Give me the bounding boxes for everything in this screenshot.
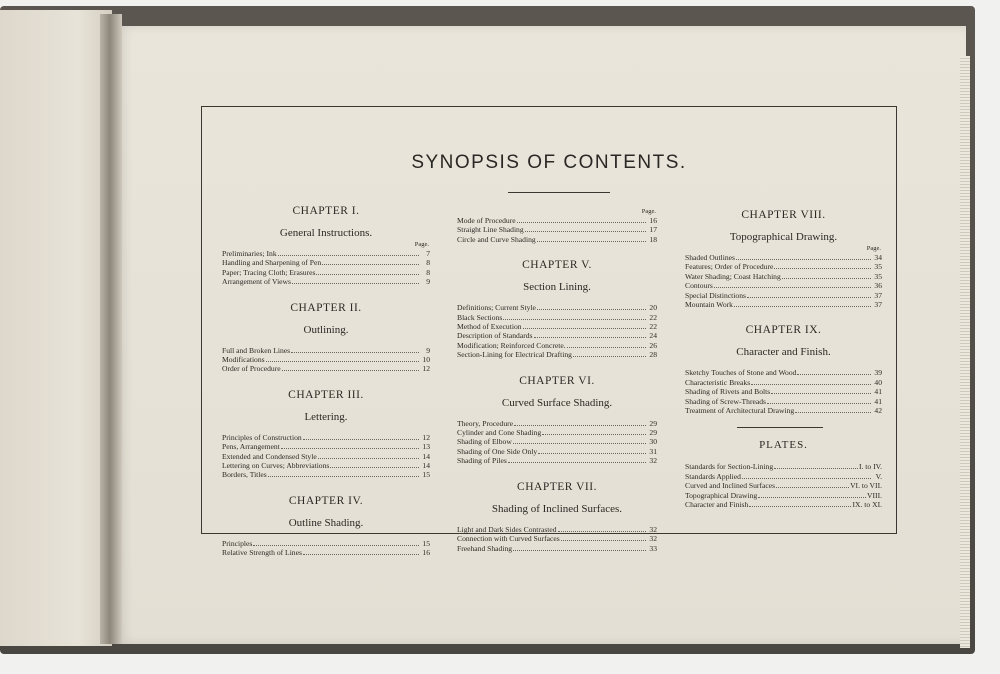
entry-title: Circle and Curve Shading [457,234,536,244]
dot-leader [253,539,419,546]
entry-page-number: 35 [874,271,882,281]
entry-title: Lettering on Curves; Abbreviations [222,461,330,471]
entry-title: Preliminaries; Ink [222,249,277,258]
page-column-label: Page. [866,245,881,252]
chapter-subtitle: Outline Shading. [288,516,364,529]
chapter-heading: CHAPTER IX. [745,324,822,337]
entry-page-number: I. to IV. [858,462,882,472]
entry-page-number: 8 [426,267,430,277]
dot-leader [795,406,871,413]
entry-page-number: VIII. [867,490,882,500]
contents-entry [685,387,882,396]
dot-leader [538,447,646,454]
entry-title: Pens, Arrangement [222,442,280,452]
entry-title: Shading of Rivets and Bolts [685,387,771,397]
contents-entry [685,397,882,406]
chapter-3-section [222,388,430,480]
dot-leader [534,331,647,338]
book-gutter [100,14,122,644]
entry-title: Description of Standards [457,331,533,341]
contents-entry [457,525,657,534]
entry-title: Standards for Section-Lining [685,462,774,472]
plates-section [685,438,882,509]
page-column-label: Page. [414,241,429,248]
chapter-4-section [222,494,430,558]
entry-page-number: 22 [649,312,657,322]
contents-entry [222,346,430,355]
dot-leader [513,437,646,444]
dot-leader [278,249,419,256]
chapter-2-section [222,301,430,374]
entry-page-number: 32 [649,524,657,534]
contents-entry [222,364,430,373]
contents-entry [685,481,882,490]
contents-entry [222,539,430,548]
chapter-6-section [457,374,657,466]
contents-entry [457,534,657,543]
chapter-heading: CHAPTER VI. [519,374,595,387]
dot-leader [517,216,646,223]
chapter-subtitle: Outlining. [303,323,349,336]
dot-leader [751,378,871,385]
chapter-8-section [685,208,882,309]
entry-title: Shaded Outlines [685,253,735,262]
dot-leader [742,472,871,479]
dot-leader [282,364,419,371]
contents-entry [457,419,657,428]
contents-entry [685,253,882,262]
contents-entry [222,470,430,479]
dot-leader [525,225,646,232]
contents-entry [685,281,882,290]
chapter-heading: CHAPTER I. [292,205,360,217]
dot-leader [537,235,646,242]
entry-page-number: 41 [874,396,882,406]
chapter-heading: CHAPTER VIII. [741,209,826,221]
contents-entry [222,268,430,277]
chapter-9-section [685,323,882,415]
entry-page-number: 36 [874,281,882,291]
dot-leader [542,428,646,435]
contents-entry [685,300,882,309]
entry-page-number: 12 [422,364,430,374]
contents-entry [222,442,430,451]
dot-leader [330,461,419,468]
contents-entry [457,437,657,446]
contents-entry [685,462,882,471]
page-column-label: Page. [641,208,656,215]
entry-title: Shading of Screw-Threads [685,396,766,406]
entry-page-number: 42 [874,406,882,416]
contents-entry [457,216,657,225]
entry-page-number: 9 [426,345,430,355]
contents-entry [222,452,430,461]
contents-entry [457,544,657,553]
contents-entry [685,368,882,377]
page-edge [960,56,970,648]
entry-page-number: 32 [649,534,657,544]
chapter-subtitle: Lettering. [304,410,348,423]
entry-page-number: 22 [649,322,657,332]
plates-rule [737,427,823,428]
chapter-heading: CHAPTER VII. [517,480,597,493]
dot-leader [292,277,419,284]
dot-leader [503,313,646,320]
entry-title: Full and Broken Lines [222,345,291,355]
entry-title: Standards Applied [685,471,741,481]
entry-title: Relative Strength of Lines [222,548,302,558]
entry-page-number: 30 [649,437,657,447]
entry-page-number: 37 [874,300,882,310]
contents-column-2 [457,208,657,553]
entry-title: Straight Line Shading [457,225,524,235]
chapter-subtitle: Topographical Drawing. [729,231,838,243]
contents-entry [457,428,657,437]
entry-page-number: 13 [422,442,430,452]
entry-page-number: 32 [649,456,657,466]
entry-title: Modification; Reinforced Concrete. [457,340,566,350]
entry-title: Curved and Inclined Surfaces [685,481,776,491]
dot-leader [508,456,646,463]
entry-title: Black Sections [457,312,503,322]
dot-leader [303,433,419,440]
dot-leader [523,322,646,329]
chapter-heading: CHAPTER V. [522,259,592,272]
chapter-heading: CHAPTER III. [288,388,364,401]
dot-leader [734,300,871,307]
dot-leader [537,303,646,310]
entry-title: Modifications [222,355,265,365]
dot-leader [573,350,646,357]
entry-title: Method of Execution [457,322,522,332]
left-page [0,10,112,646]
contents-entry [222,258,430,267]
entry-page-number: 17 [649,225,657,235]
entry-title: Extended and Condensed Style [222,451,317,461]
entry-page-number: 16 [649,216,657,225]
entry-page-number: 16 [422,548,430,558]
entry-title: Principles [222,538,253,548]
contents-entry [685,291,882,300]
contents-entry [457,447,657,456]
entry-page-number: 34 [874,253,882,262]
page-title: SYNOPSIS OF CONTENTS. [411,152,687,173]
entry-title: Definitions; Current Style [457,303,536,313]
chapter-subtitle: Shading of Inclined Surfaces. [491,502,623,515]
chapter-4-continued [457,208,657,244]
dot-leader [776,481,849,488]
entry-title: Paper; Tracing Cloth; Erasures [222,267,316,277]
contents-entry [457,313,657,322]
contents-entry [457,456,657,465]
entry-page-number: 9 [426,277,430,287]
entry-title: Character and Finish [685,500,749,510]
entry-page-number: 15 [422,470,430,480]
dot-leader [774,262,871,269]
contents-entry [457,341,657,350]
title-rule [508,192,610,193]
entry-page-number: 35 [874,262,882,272]
dot-leader [767,397,871,404]
dot-leader [567,341,646,348]
chapter-subtitle: Character and Finish. [736,346,831,359]
entry-title: Theory, Procedure [457,418,514,428]
entry-title: Topographical Drawing [685,490,758,500]
contents-entry [222,355,430,364]
contents-entry [222,249,430,258]
dot-leader [561,534,646,541]
entry-page-number: 12 [422,432,430,442]
contents-entry [457,322,657,331]
dot-leader [736,253,871,260]
entry-page-number: 37 [874,290,882,300]
entry-title: Mode of Procedure [457,216,516,225]
entry-page-number: 33 [649,543,657,553]
contents-entry [222,461,430,470]
entry-page-number: 28 [649,350,657,360]
entry-page-number: 8 [426,258,430,268]
entry-title: Arrangement of Views [222,277,291,287]
dot-leader [714,281,871,288]
dot-leader [771,387,871,394]
entry-title: Contours [685,281,713,291]
chapter-5-section [457,258,657,359]
contents-entry [457,225,657,234]
entry-title: Shading of Elbow [457,437,512,447]
entry-title: Handling and Sharpening of Pen [222,258,322,268]
contents-entry [222,277,430,286]
contents-column-1 [222,204,430,558]
entry-page-number: 41 [874,387,882,397]
entry-title: Water Shading; Coast Hatching [685,271,781,281]
plates-heading: PLATES. [759,439,808,452]
entry-page-number: 29 [649,418,657,428]
entry-page-number: 24 [649,331,657,341]
entry-title: Order of Procedure [222,364,281,374]
entry-title: Mountain Work [685,300,733,310]
entry-page-number: 15 [422,538,430,548]
entry-title: Connection with Curved Surfaces [457,534,560,544]
dot-leader [268,470,419,477]
dot-leader [774,462,858,469]
entry-page-number: 40 [874,377,882,387]
contents-entry [685,262,882,271]
entry-page-number: IX. to XI. [852,500,882,510]
dot-leader [797,368,871,375]
contents-entry [685,272,882,281]
entry-page-number: 18 [649,234,657,244]
entry-page-number: 14 [422,461,430,471]
entry-page-number: 14 [422,451,430,461]
contents-entry [222,548,430,557]
contents-column-3 [685,208,882,510]
entry-page-number: 10 [422,355,430,365]
contents-entry [222,433,430,442]
chapter-7-section [457,480,657,553]
entry-title: Shading of One Side Only [457,446,538,456]
dot-leader [558,525,646,532]
entry-title: Principles of Construction [222,432,302,442]
chapter-1-section [222,204,430,287]
entry-title: Treatment of Architectural Drawing [685,406,795,416]
chapter-heading: CHAPTER IV. [288,494,364,507]
dot-leader [513,544,646,551]
dot-leader [758,491,866,498]
dot-leader [747,291,871,298]
chapter-subtitle: Section Lining. [523,281,591,294]
dot-leader [318,452,419,459]
contents-entry [457,331,657,340]
dot-leader [322,258,419,265]
dot-leader [514,419,646,426]
contents-entry [457,235,657,244]
contents-entry [457,350,657,359]
entry-title: Sketchy Touches of Stone and Wood [685,368,797,378]
contents-entry [685,491,882,500]
chapter-subtitle: General Instructions. [279,227,373,239]
entry-title: Special Distinctions [685,290,746,300]
dot-leader [316,268,419,275]
entry-title: Borders, Titles [222,470,267,480]
entry-page-number: 39 [874,368,882,378]
entry-page-number: 31 [649,446,657,456]
entry-page-number: 26 [649,340,657,350]
entry-title: Freehand Shading [457,543,513,553]
entry-title: Shading of Piles [457,456,507,466]
chapter-heading: CHAPTER II. [290,301,362,314]
contents-entry [685,406,882,415]
entry-title: Cylinder and Cone Shading [457,428,542,438]
entry-title: Section-Lining for Electrical Drafting [457,350,572,360]
dot-leader [281,442,419,449]
entry-title: Features; Order of Procedure [685,262,774,272]
contents-entry [685,472,882,481]
entry-page-number: 7 [426,249,430,258]
entry-page-number: 29 [649,428,657,438]
dot-leader [782,272,871,279]
dot-leader [749,500,851,507]
dot-leader [303,548,419,555]
contents-entry [685,378,882,387]
entry-page-number: VI. to VII. [850,481,882,491]
entry-page-number: V. [875,471,882,481]
dot-leader [266,355,419,362]
dot-leader [291,346,419,353]
entry-title: Characteristic Breaks [685,377,751,387]
chapter-subtitle: Curved Surface Shading. [501,396,613,409]
contents-entry [457,303,657,312]
contents-entry [685,500,882,509]
entry-page-number: 20 [649,303,657,313]
entry-title: Light and Dark Sides Contrasted [457,524,557,534]
